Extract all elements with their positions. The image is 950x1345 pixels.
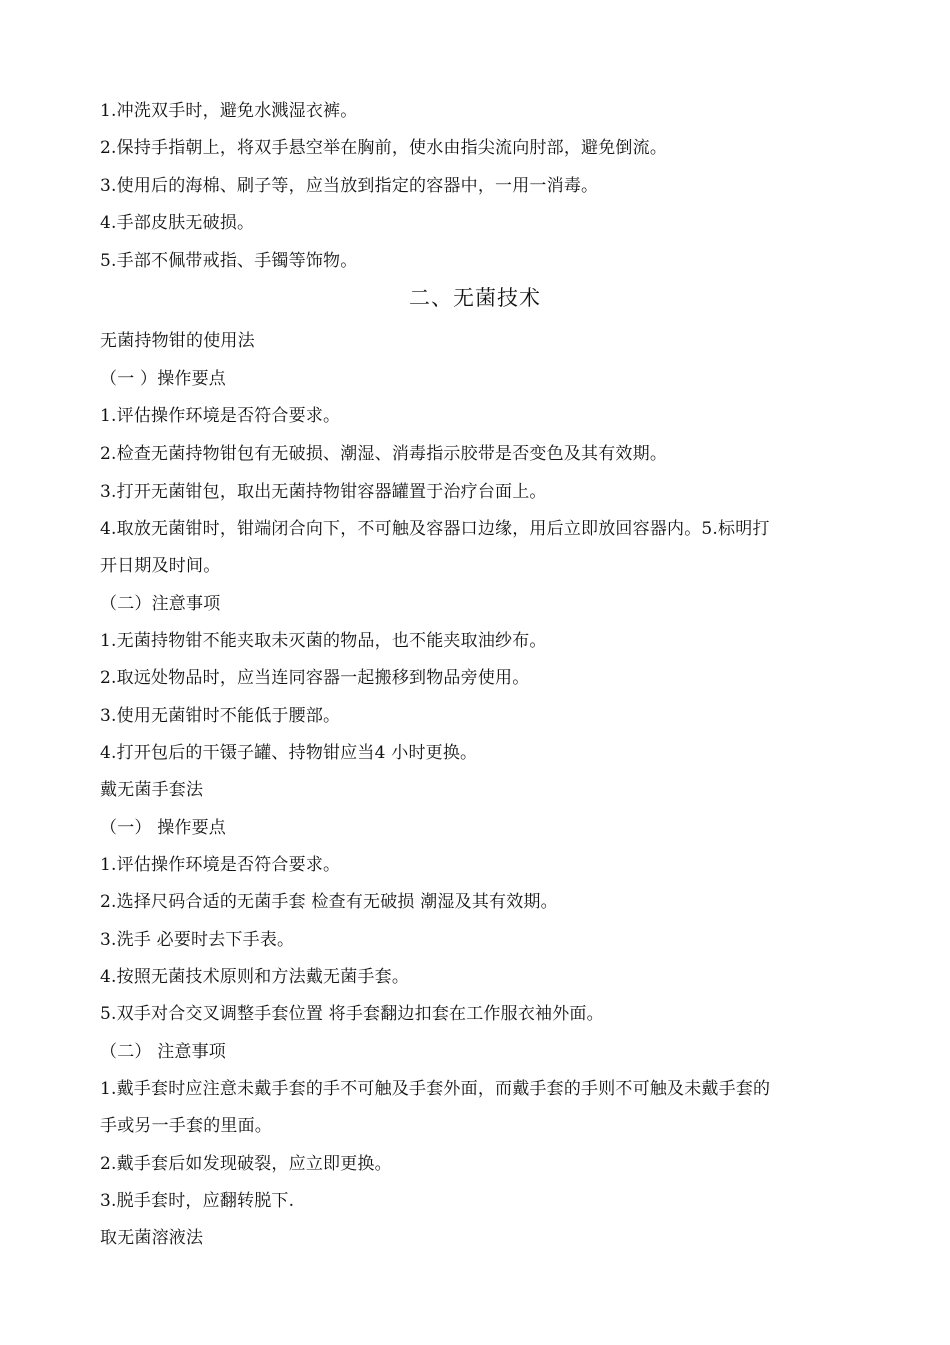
subsection-heading: （二）注意事项 — [100, 594, 221, 614]
text-line: 开日期及时间。 — [100, 556, 221, 576]
text-line: 2.戴手套后如发现破裂，应立即更换。 — [100, 1154, 392, 1174]
text-line: 1.戴手套时应注意未戴手套的手不可触及手套外面，而戴手套的手则不可触及未戴手套的 — [100, 1079, 771, 1099]
text-line: 4.打开包后的干镊子罐、持物钳应当4 小时更换。 — [100, 743, 478, 763]
subsection-heading: （一） 操作要点 — [100, 818, 227, 838]
text-line: 4.按照无菌技术原则和方法戴无菌手套。 — [100, 967, 410, 987]
text-line: 3.使用后的海棉、刷子等，应当放到指定的容器中，一用一消毒。 — [100, 176, 599, 196]
text-line: 3.使用无菌钳时不能低于腰部。 — [100, 706, 341, 726]
text-line: 4.取放无菌钳时，钳端闭合向下，不可触及容器口边缘，用后立即放回容器内。5.标明打 — [100, 519, 770, 539]
text-line: 3.打开无菌钳包，取出无菌持物钳容器罐置于治疗台面上。 — [100, 482, 547, 502]
subsection-title: 无菌持物钳的使用法 — [100, 331, 255, 351]
text-line: 1.评估操作环境是否符合要求。 — [100, 406, 341, 426]
text-line: 2.取远处物品时，应当连同容器一起搬移到物品旁使用。 — [100, 668, 530, 688]
text-line: 1.冲洗双手时，避免水溅湿衣裤。 — [100, 101, 358, 121]
text-line: 手或另一手套的里面。 — [100, 1116, 272, 1136]
text-line: 5.手部不佩带戒指、手镯等饰物。 — [100, 251, 358, 271]
subsection-title: 戴无菌手套法 — [100, 780, 204, 800]
text-line: 5.双手对合交叉调整手套位置 将手套翻边扣套在工作服衣袖外面。 — [100, 1004, 604, 1024]
text-line: 3.脱手套时，应翻转脱下. — [100, 1191, 295, 1211]
subsection-heading: （二） 注意事项 — [100, 1042, 227, 1062]
text-line: 1.评估操作环境是否符合要求。 — [100, 855, 341, 875]
subsection-heading: （一 ）操作要点 — [100, 369, 227, 389]
text-line: 2.检查无菌持物钳包有无破损、潮湿、消毒指示胶带是否变色及其有效期。 — [100, 444, 668, 464]
section-heading: 二、无菌技术 — [409, 286, 541, 310]
subsection-title: 取无菌溶液法 — [100, 1228, 204, 1248]
text-line: 4.手部皮肤无破损。 — [100, 213, 255, 233]
text-line: 2.保持手指朝上，将双手悬空举在胸前，使水由指尖流向肘部，避免倒流。 — [100, 138, 668, 158]
text-line: 2.选择尺码合适的无菌手套 检查有无破损 潮湿及其有效期。 — [100, 892, 558, 912]
text-line: 1.无菌持物钳不能夹取未灭菌的物品，也不能夹取油纱布。 — [100, 631, 547, 651]
text-line: 3.洗手 必要时去下手表。 — [100, 930, 295, 950]
